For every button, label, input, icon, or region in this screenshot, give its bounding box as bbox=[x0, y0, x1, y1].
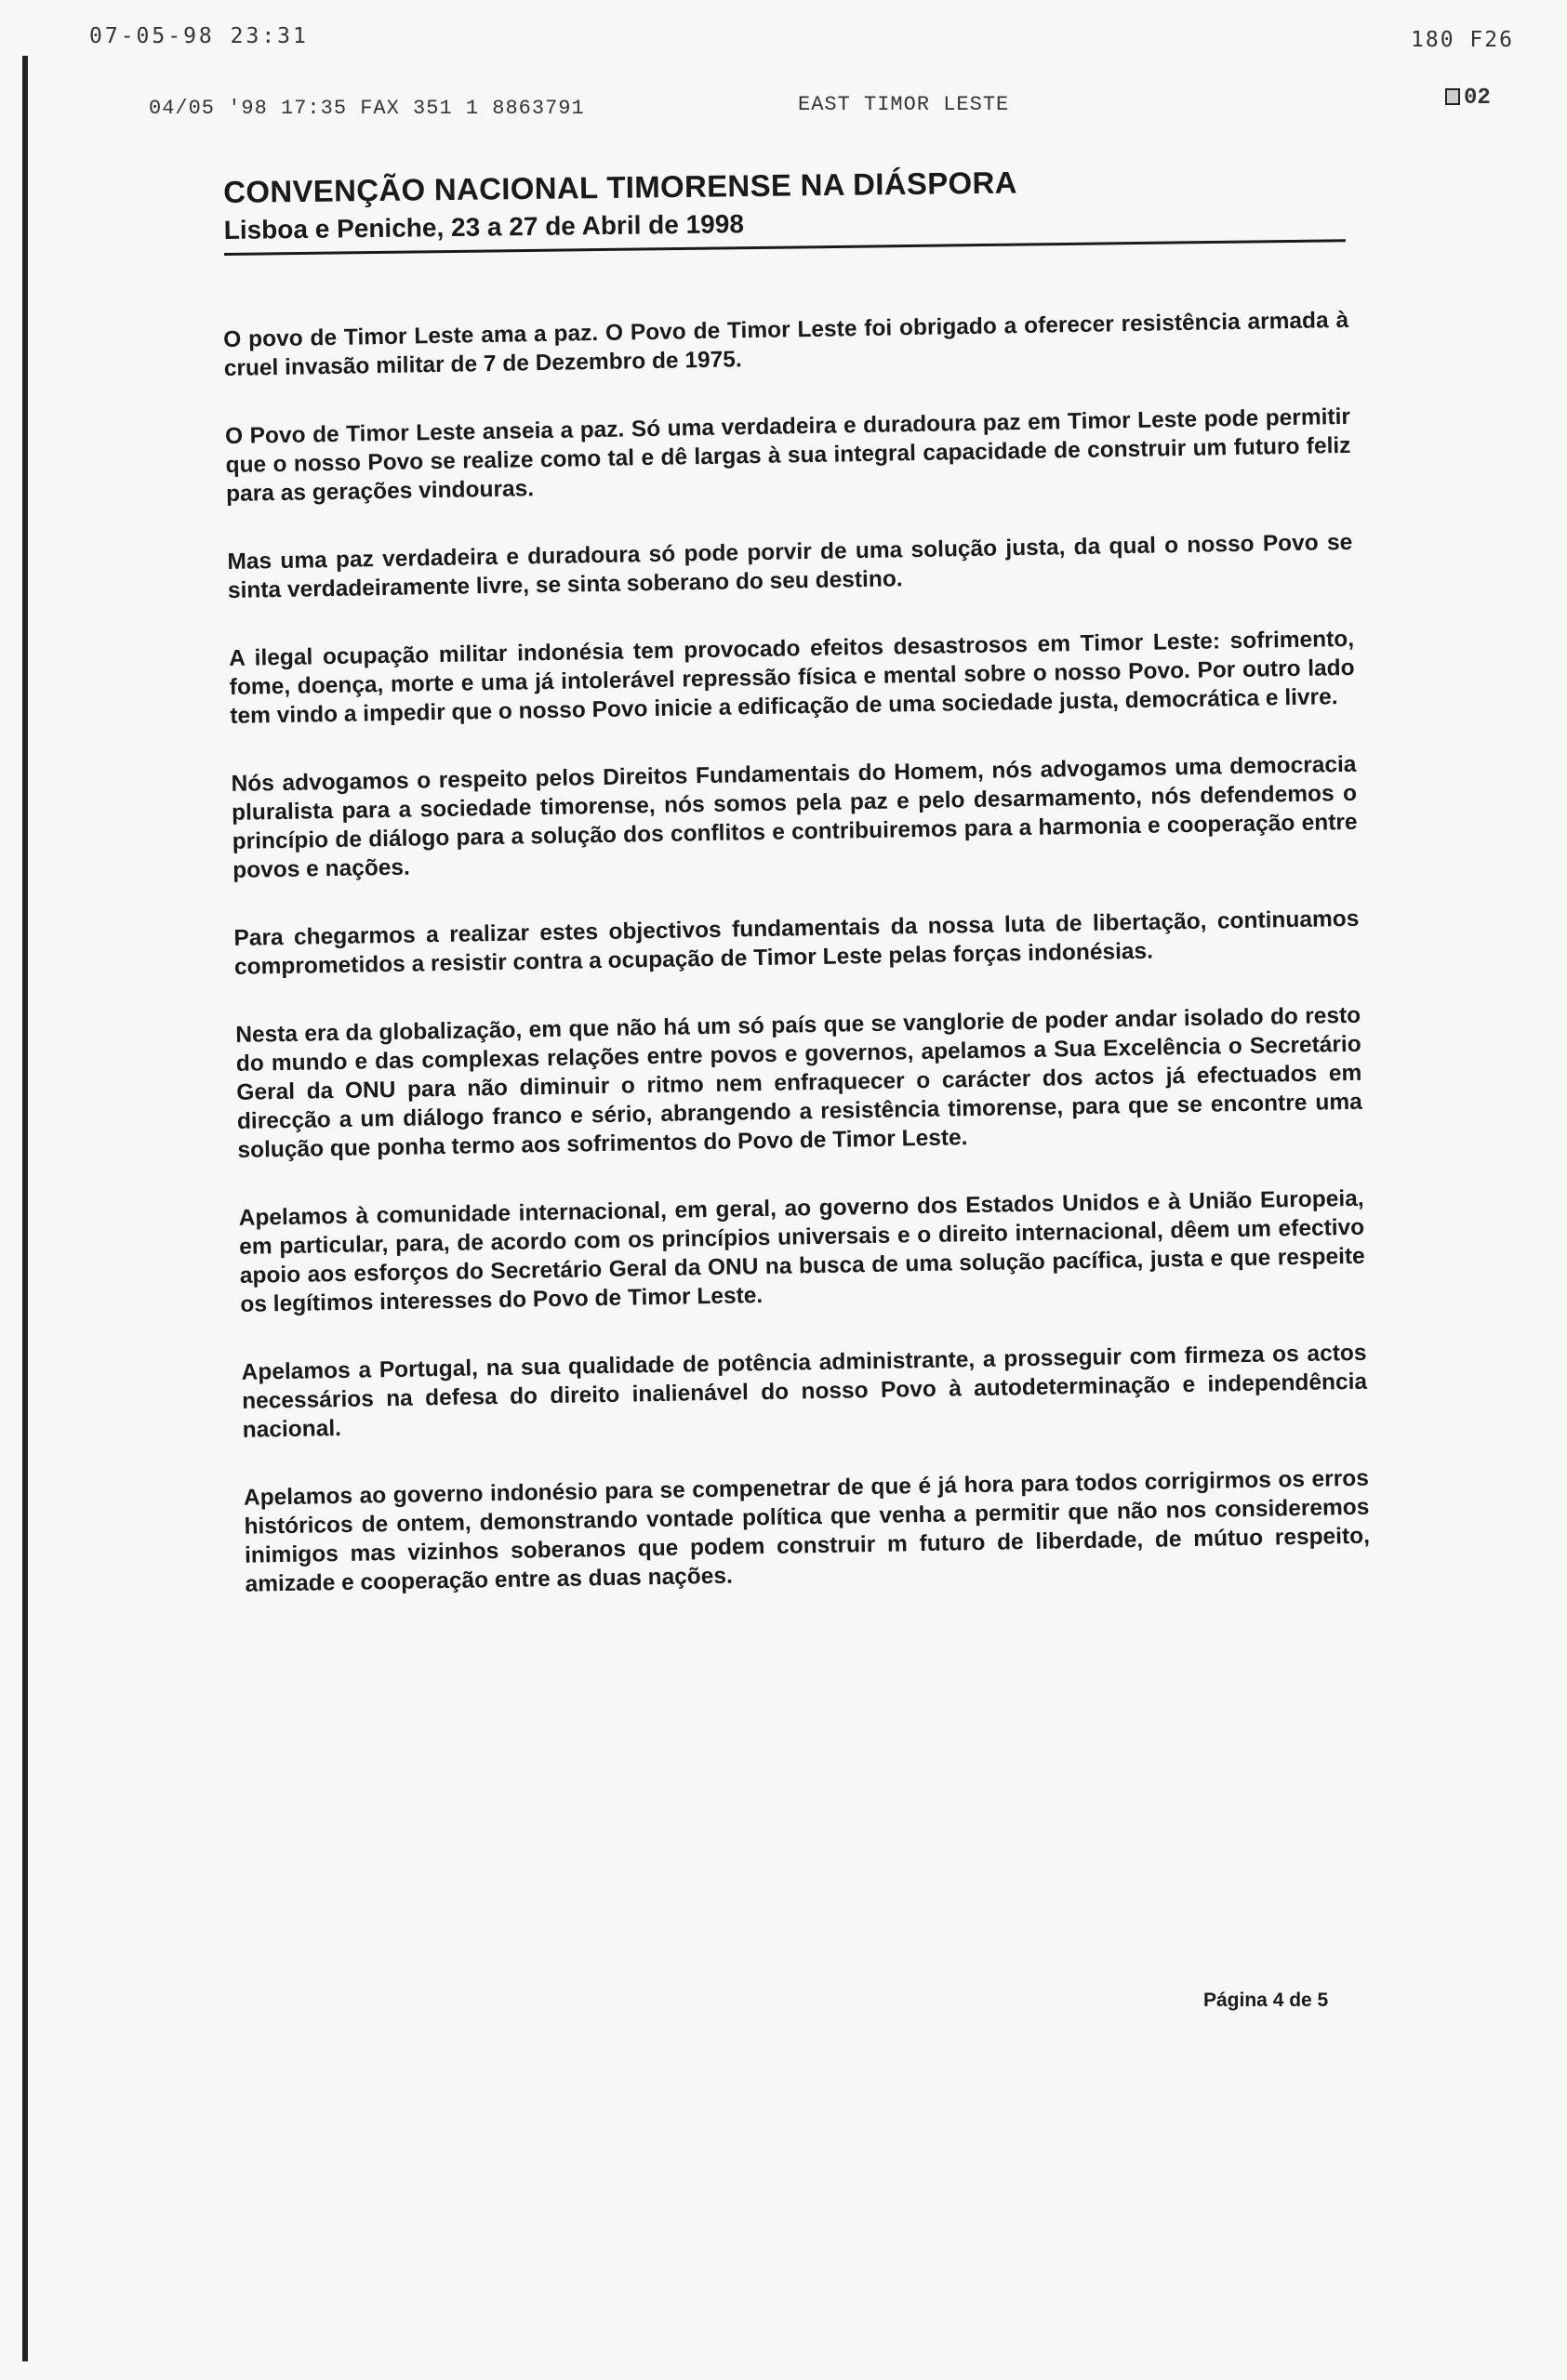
fax-transmission-line: 04/05 '98 17:35 FAX 351 1 8863791 bbox=[149, 97, 585, 120]
fax-page-indicator bbox=[1445, 86, 1491, 111]
document-header bbox=[223, 161, 1346, 256]
paragraph-2: O Povo de Timor Leste anseia a paz. Só uma verdadeira e duradoura paz em Timor Leste pode permitir que o nosso Povo se realize como tal e dê largas à sua integral capacidade de construir um futuro feliz para as gerações vindouras. bbox=[224, 403, 1351, 507]
paragraph-8: Apelamos à comunidade internacional, em geral, ao governo dos Estados Unidos e à União Europeia, em particular, para, de acordo com os princípios universais e o direito internacional, dêem um efectivo apoio aos esforços do Secretário Geral da ONU na busca de uma solução pacífica, justa e que respeite os legítimos interesses do Povo de Timor Leste. bbox=[238, 1185, 1365, 1317]
paragraph-5: Nós advogamos o respeito pelos Direitos Fundamentais do Homem, nós advogamos uma democracia pluralista para a sociedade timorense, nós somos pela paz e pelo desarmamento, nós defendemos o princípio de diálogo para a solução dos conflitos e contribuiremos para a harmonia e cooperação entre povos e nações. bbox=[231, 751, 1358, 883]
paragraph-7: Nesta era da globalização, em que não há um só país que se vanglorie de poder andar isolado do resto do mundo e das complexas relações entre povos e governos, apelamos a Sua Excelência o Secretário Geral da ONU para não diminuir o ritmo nem enfraquecer o carácter dos actos já efectuados em direcção a um diálogo franco e sério, abrangendo a resistência timorense, para que se encontre uma solução que ponha termo aos sofrimentos do Povo de Timor Leste. bbox=[235, 1002, 1362, 1163]
fax-timestamp-top: 07-05-98 23:31 bbox=[89, 24, 309, 48]
scan-edge-bar bbox=[22, 56, 28, 2361]
paragraph-3: Mas uma paz verdadeira e duradoura só pode porvir de uma solução justa, da qual o nosso Povo se sinta verdadeiramente livre, se sinta soberano do seu destino. bbox=[227, 529, 1353, 603]
paragraph-9: Apelamos a Portugal, na sua qualidade de potência administrante, a prosseguir com firmeza os actos necessários na defesa do direito inalienável do nosso Povo à autodeterminação e independência nacional. bbox=[241, 1340, 1368, 1443]
paragraph-6: Para chegarmos a realizar estes objectivos fundamentais da nossa luta de libertação, continuamos comprometidos a resistir contra a ocupação de Timor Leste pelas forças indonésias. bbox=[233, 906, 1360, 980]
document-title: CONVENÇÃO NACIONAL TIMORENSE NA DIÁSPORA bbox=[223, 165, 1017, 209]
paragraph-10: Apelamos ao governo indonésio para se compenetrar de que é já hora para todos corrigirmos os erros históricos de ontem, demonstrando vontade política que venha a permitir que não nos consideremos inimigos mas vizinhos soberanos que podem construir m futuro de liberdade, de mútuo respeito, amizade e cooperação entre as duas nações. bbox=[243, 1465, 1371, 1597]
document-body bbox=[223, 306, 1371, 1638]
paragraph-1: O povo de Timor Leste ama a paz. O Povo de Timor Leste foi obrigado a oferecer resistência armada à cruel invasão militar de 7 de Dezembro de 1975. bbox=[223, 307, 1349, 381]
fax-page-number: 02 bbox=[1464, 86, 1491, 111]
page-number-footer: Página 4 de 5 bbox=[1203, 1990, 1329, 2011]
fax-box-icon bbox=[1445, 88, 1460, 105]
paragraph-4: A ilegal ocupação militar indonésia tem provocado efeitos desastrosos em Timor Leste: sofrimento, fome, doença, morte e uma já intolerável repressão física e mental sobre o nosso Povo. Por outro lado tem vindo a impedir que o nosso Povo inicie a edificação de uma sociedade justa, democrática e livre. bbox=[229, 626, 1355, 729]
fax-code-top-right: 180 F26 bbox=[1411, 28, 1514, 52]
document-subtitle: Lisboa e Peniche, 23 a 27 de Abril de 1998 bbox=[223, 209, 745, 245]
fax-sender-name: EAST TIMOR LESTE bbox=[798, 93, 1010, 116]
